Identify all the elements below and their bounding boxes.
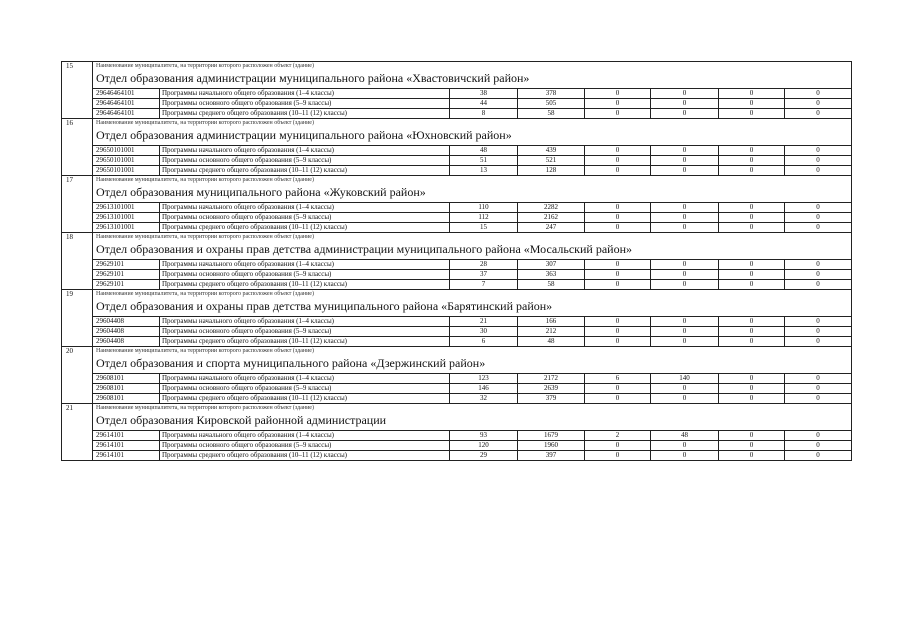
program-name: Программы начального общего образования (1–4 классы) [160, 89, 450, 99]
value-cell: 0 [585, 156, 651, 166]
value-cell: 0 [651, 260, 719, 270]
value-cell: 0 [651, 223, 719, 233]
section-number: 18 [62, 233, 93, 290]
program-name: Программы основного общего образования (5–9 классы) [160, 99, 450, 109]
value-cell: 0 [719, 203, 785, 213]
municipality-label: Наименование муниципалитета, на территории которого расположен объект (здание) [96, 405, 314, 411]
value-cell: 38 [450, 89, 518, 99]
section-number: 19 [62, 290, 93, 347]
table-row [62, 374, 852, 384]
table-row [62, 146, 852, 156]
value-cell: 6 [585, 374, 651, 384]
value-cell: 0 [585, 260, 651, 270]
value-cell: 0 [651, 384, 719, 394]
organization-name: Отдел образования и спорта муниципального района «Дзержинский район» [96, 356, 486, 370]
value-cell: 0 [585, 223, 651, 233]
section-header [93, 119, 852, 146]
value-cell: 123 [450, 374, 518, 384]
value-cell: 166 [518, 317, 585, 327]
value-cell: 0 [719, 270, 785, 280]
value-cell: 0 [651, 166, 719, 176]
section-header-row [62, 290, 852, 317]
value-cell: 0 [785, 99, 852, 109]
value-cell: 0 [585, 337, 651, 347]
value-cell: 112 [450, 213, 518, 223]
value-cell: 212 [518, 327, 585, 337]
value-cell: 0 [585, 394, 651, 404]
program-name: Программы начального общего образования (1–4 классы) [160, 374, 450, 384]
value-cell: 521 [518, 156, 585, 166]
value-cell: 21 [450, 317, 518, 327]
table-body [62, 62, 852, 461]
value-cell: 0 [651, 89, 719, 99]
value-cell: 0 [785, 441, 852, 451]
section-header [93, 176, 852, 203]
value-cell: 44 [450, 99, 518, 109]
value-cell: 0 [719, 260, 785, 270]
section-header [93, 347, 852, 374]
oktmo-code: 29629101 [93, 270, 160, 280]
section-number: 21 [62, 404, 93, 461]
value-cell: 0 [785, 431, 852, 441]
value-cell: 0 [719, 166, 785, 176]
municipality-label: Наименование муниципалитета, на территории которого расположен объект (здание) [96, 177, 314, 183]
table-row [62, 213, 852, 223]
value-cell: 0 [651, 213, 719, 223]
value-cell: 0 [785, 260, 852, 270]
value-cell: 0 [585, 99, 651, 109]
table-row [62, 384, 852, 394]
oktmo-code: 29650101001 [93, 156, 160, 166]
value-cell: 0 [585, 270, 651, 280]
value-cell: 146 [450, 384, 518, 394]
oktmo-code: 29608101 [93, 384, 160, 394]
program-name: Программы начального общего образования (1–4 классы) [160, 431, 450, 441]
value-cell: 0 [785, 384, 852, 394]
value-cell: 0 [785, 89, 852, 99]
value-cell: 51 [450, 156, 518, 166]
organization-name: Отдел образования муниципального района «Жуковский район» [96, 185, 426, 199]
value-cell: 0 [785, 280, 852, 290]
organization-name: Отдел образования администрации муниципального района «Юхновский район» [96, 128, 512, 142]
value-cell: 0 [719, 384, 785, 394]
value-cell: 0 [719, 89, 785, 99]
value-cell: 0 [651, 451, 719, 461]
program-name: Программы начального общего образования (1–4 классы) [160, 317, 450, 327]
program-name: Программы среднего общего образования (10–11 (12) классы) [160, 109, 450, 119]
section-number: 16 [62, 119, 93, 176]
value-cell: 363 [518, 270, 585, 280]
oktmo-code: 29646464101 [93, 89, 160, 99]
table-row [62, 270, 852, 280]
oktmo-code: 29608101 [93, 374, 160, 384]
section-number: 20 [62, 347, 93, 404]
value-cell: 28 [450, 260, 518, 270]
section-header [93, 233, 852, 260]
value-cell: 0 [585, 213, 651, 223]
value-cell: 37 [450, 270, 518, 280]
section-header-row [62, 176, 852, 203]
value-cell: 0 [785, 146, 852, 156]
value-cell: 0 [785, 337, 852, 347]
value-cell: 0 [785, 109, 852, 119]
value-cell: 0 [585, 166, 651, 176]
organization-name: Отдел образования и охраны прав детства администрации муниципального района «Мосальский район» [96, 242, 632, 256]
oktmo-code: 29629101 [93, 280, 160, 290]
program-name: Программы начального общего образования (1–4 классы) [160, 260, 450, 270]
value-cell: 2282 [518, 203, 585, 213]
value-cell: 0 [585, 384, 651, 394]
value-cell: 48 [450, 146, 518, 156]
oktmo-code: 29613101001 [93, 213, 160, 223]
program-name: Программы основного общего образования (5–9 классы) [160, 327, 450, 337]
value-cell: 0 [719, 109, 785, 119]
organization-name: Отдел образования администрации муниципального района «Хвастовичский район» [96, 71, 530, 85]
value-cell: 0 [785, 270, 852, 280]
table-row [62, 260, 852, 270]
value-cell: 0 [651, 146, 719, 156]
value-cell: 0 [785, 317, 852, 327]
oktmo-code: 29604408 [93, 327, 160, 337]
value-cell: 7 [450, 280, 518, 290]
value-cell: 0 [585, 327, 651, 337]
section-number: 15 [62, 62, 93, 119]
section-number: 17 [62, 176, 93, 233]
value-cell: 0 [651, 270, 719, 280]
table-row [62, 223, 852, 233]
program-name: Программы основного общего образования (5–9 классы) [160, 156, 450, 166]
value-cell: 13 [450, 166, 518, 176]
value-cell: 0 [785, 156, 852, 166]
value-cell: 0 [651, 280, 719, 290]
oktmo-code: 29614101 [93, 441, 160, 451]
table-row [62, 166, 852, 176]
value-cell: 0 [719, 317, 785, 327]
value-cell: 0 [585, 89, 651, 99]
oktmo-code: 29614101 [93, 451, 160, 461]
program-name: Программы основного общего образования (5–9 классы) [160, 213, 450, 223]
section-header-row [62, 119, 852, 146]
value-cell: 0 [785, 327, 852, 337]
value-cell: 0 [651, 394, 719, 404]
value-cell: 0 [719, 99, 785, 109]
value-cell: 6 [450, 337, 518, 347]
value-cell: 505 [518, 99, 585, 109]
table-row [62, 99, 852, 109]
value-cell: 0 [719, 327, 785, 337]
value-cell: 0 [719, 146, 785, 156]
oktmo-code: 29646464101 [93, 99, 160, 109]
value-cell: 1960 [518, 441, 585, 451]
value-cell: 128 [518, 166, 585, 176]
document-page [61, 61, 851, 461]
program-name: Программы начального общего образования (1–4 классы) [160, 146, 450, 156]
value-cell: 120 [450, 441, 518, 451]
table-row [62, 203, 852, 213]
table-row [62, 337, 852, 347]
oktmo-code: 29614101 [93, 431, 160, 441]
section-header-row [62, 233, 852, 260]
table-row [62, 89, 852, 99]
value-cell: 0 [785, 223, 852, 233]
value-cell: 140 [651, 374, 719, 384]
value-cell: 0 [785, 394, 852, 404]
value-cell: 0 [719, 280, 785, 290]
value-cell: 0 [651, 203, 719, 213]
schools-table [61, 61, 852, 461]
value-cell: 0 [719, 213, 785, 223]
value-cell: 93 [450, 431, 518, 441]
value-cell: 32 [450, 394, 518, 404]
oktmo-code: 29646464101 [93, 109, 160, 119]
section-header [93, 404, 852, 431]
value-cell: 1679 [518, 431, 585, 441]
value-cell: 0 [585, 203, 651, 213]
section-header-row [62, 62, 852, 89]
value-cell: 0 [651, 327, 719, 337]
table-row [62, 109, 852, 119]
municipality-label: Наименование муниципалитета, на территории которого расположен объект (здание) [96, 291, 314, 297]
oktmo-code: 29604408 [93, 317, 160, 327]
value-cell: 2639 [518, 384, 585, 394]
value-cell: 48 [518, 337, 585, 347]
program-name: Программы начального общего образования (1–4 классы) [160, 203, 450, 213]
table-row [62, 317, 852, 327]
municipality-label: Наименование муниципалитета, на территории которого расположен объект (здание) [96, 63, 314, 69]
value-cell: 0 [719, 394, 785, 404]
table-row [62, 280, 852, 290]
oktmo-code: 29650101001 [93, 166, 160, 176]
table-row [62, 431, 852, 441]
value-cell: 307 [518, 260, 585, 270]
municipality-label: Наименование муниципалитета, на территории которого расположен объект (здание) [96, 120, 314, 126]
value-cell: 30 [450, 327, 518, 337]
table-row [62, 394, 852, 404]
value-cell: 2162 [518, 213, 585, 223]
value-cell: 110 [450, 203, 518, 213]
program-name: Программы основного общего образования (5–9 классы) [160, 441, 450, 451]
table-row [62, 441, 852, 451]
section-header-row [62, 347, 852, 374]
program-name: Программы основного общего образования (5–9 классы) [160, 384, 450, 394]
value-cell: 0 [785, 374, 852, 384]
section-header [93, 290, 852, 317]
value-cell: 0 [785, 213, 852, 223]
value-cell: 0 [585, 146, 651, 156]
table-row [62, 156, 852, 166]
value-cell: 0 [785, 203, 852, 213]
value-cell: 0 [651, 441, 719, 451]
section-header-row [62, 404, 852, 431]
value-cell: 378 [518, 89, 585, 99]
value-cell: 29 [450, 451, 518, 461]
value-cell: 0 [719, 431, 785, 441]
value-cell: 2172 [518, 374, 585, 384]
oktmo-code: 29604408 [93, 337, 160, 347]
value-cell: 2 [585, 431, 651, 441]
oktmo-code: 29613101001 [93, 203, 160, 213]
municipality-label: Наименование муниципалитета, на территории которого расположен объект (здание) [96, 348, 314, 354]
program-name: Программы среднего общего образования (10–11 (12) классы) [160, 280, 450, 290]
value-cell: 0 [719, 451, 785, 461]
value-cell: 0 [651, 317, 719, 327]
oktmo-code: 29613101001 [93, 223, 160, 233]
oktmo-code: 29629101 [93, 260, 160, 270]
value-cell: 0 [585, 317, 651, 327]
value-cell: 0 [785, 451, 852, 461]
program-name: Программы среднего общего образования (10–11 (12) классы) [160, 451, 450, 461]
organization-name: Отдел образования Кировской районной администрации [96, 413, 387, 427]
program-name: Программы среднего общего образования (10–11 (12) классы) [160, 394, 450, 404]
organization-name: Отдел образования и охраны прав детства муниципального района «Барятинский район» [96, 299, 553, 313]
program-name: Программы среднего общего образования (10–11 (12) классы) [160, 337, 450, 347]
value-cell: 0 [719, 156, 785, 166]
value-cell: 0 [651, 109, 719, 119]
value-cell: 0 [719, 337, 785, 347]
value-cell: 58 [518, 280, 585, 290]
program-name: Программы основного общего образования (5–9 классы) [160, 270, 450, 280]
value-cell: 439 [518, 146, 585, 156]
value-cell: 0 [585, 109, 651, 119]
table-row [62, 327, 852, 337]
value-cell: 0 [585, 441, 651, 451]
section-header [93, 62, 852, 89]
value-cell: 0 [719, 374, 785, 384]
value-cell: 0 [719, 441, 785, 451]
value-cell: 0 [585, 451, 651, 461]
value-cell: 8 [450, 109, 518, 119]
oktmo-code: 29608101 [93, 394, 160, 404]
table-row [62, 451, 852, 461]
program-name: Программы среднего общего образования (10–11 (12) классы) [160, 223, 450, 233]
value-cell: 0 [719, 223, 785, 233]
value-cell: 0 [651, 337, 719, 347]
value-cell: 48 [651, 431, 719, 441]
municipality-label: Наименование муниципалитета, на территории которого расположен объект (здание) [96, 234, 314, 240]
oktmo-code: 29650101001 [93, 146, 160, 156]
value-cell: 0 [585, 280, 651, 290]
value-cell: 397 [518, 451, 585, 461]
value-cell: 0 [651, 156, 719, 166]
value-cell: 58 [518, 109, 585, 119]
value-cell: 15 [450, 223, 518, 233]
program-name: Программы среднего общего образования (10–11 (12) классы) [160, 166, 450, 176]
value-cell: 0 [785, 166, 852, 176]
value-cell: 379 [518, 394, 585, 404]
value-cell: 247 [518, 223, 585, 233]
value-cell: 0 [651, 99, 719, 109]
